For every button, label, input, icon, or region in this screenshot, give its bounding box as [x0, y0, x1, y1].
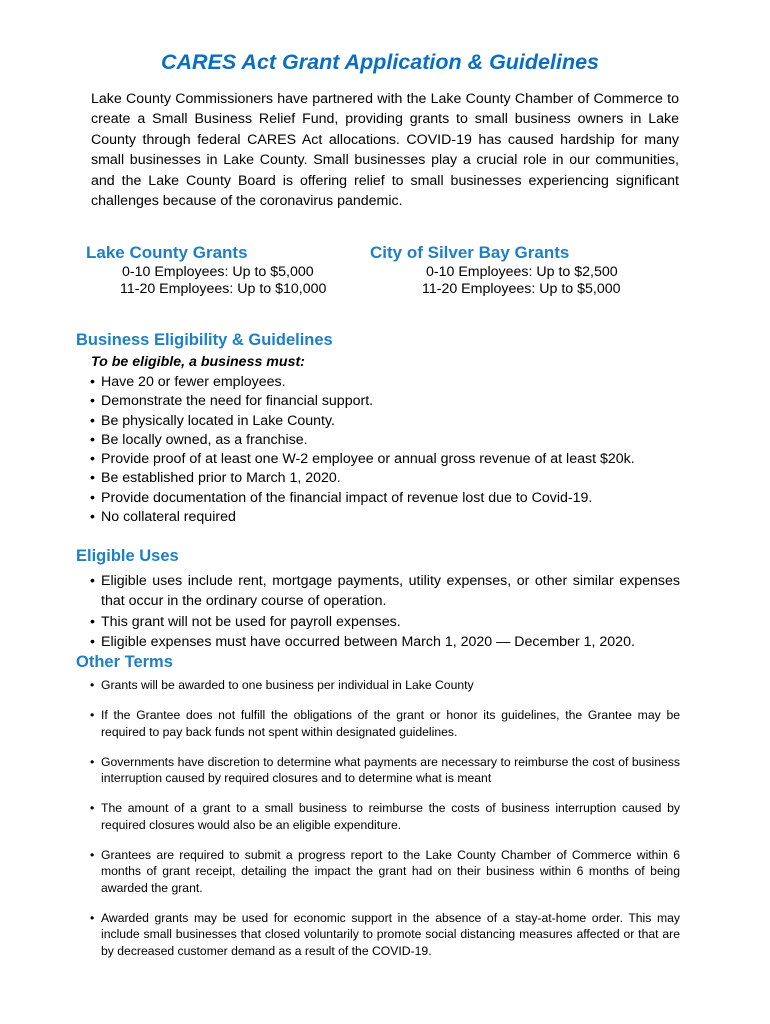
eligible-uses-heading: Eligible Uses [76, 547, 179, 565]
silver-bay-grant-tier-1: 0-10 Employees: Up to $2,500 [426, 264, 618, 280]
lake-county-grant-tier-2: 11-20 Employees: Up to $10,000 [120, 281, 327, 297]
page-title: CARES Act Grant Application & Guidelines [160, 50, 599, 74]
eligibility-list [90, 373, 690, 527]
eligibility-subheading: To be eligible, a business must: [91, 354, 305, 370]
lake-county-grants [86, 242, 326, 298]
list-item: • Be locally owned, as a franchise. [90, 431, 690, 450]
list-item: • Eligible uses include rent, mortgage payments, utility expenses, or other similar expenses that occur in the ordinary course of operation. [90, 571, 680, 612]
list-item: • If the Grantee does not fulfill the obligations of the grant or honor its guidelines, the Grantee may be required to pay back funds not spent within designated guidelines. [90, 707, 680, 740]
list-item: • Be physically located in Lake County. [90, 412, 690, 431]
intro-paragraph: Lake County Commissioners have partnered with the Lake County Chamber of Commerce to create a Small Business Relief Fund, providing grants to small business owners in Lake County through federal CARES Act allocations. COVID-19 has caused hardship for many small businesses in Lake County. Small businesses play a crucial role in our communities, and the Lake County Board is offering relief to small businesses experiencing significant challenges because of the coronavirus pandemic. [91, 91, 679, 210]
silver-bay-grants-heading: City of Silver Bay Grants [370, 243, 570, 262]
list-item: • Demonstrate the need for financial support. [90, 392, 690, 411]
list-item: • Be established prior to March 1, 2020. [90, 469, 690, 488]
list-item: • Grantees are required to submit a progress report to the Lake County Chamber of Commerce within 6 months of grant receipt, detailing the impact the grant had on their business within 6 months of being awarded the grant. [90, 847, 680, 896]
list-item: • Provide proof of at least one W-2 employee or annual gross revenue of at least $20k. [90, 450, 690, 469]
list-item: • Governments have discretion to determine what payments are necessary to reimburse the cost of business interruption caused by required closures and to determine what is meant [90, 754, 680, 787]
list-item: • Have 20 or fewer employees. [90, 373, 690, 392]
list-item: • This grant will not be used for payroll expenses. [90, 612, 680, 632]
list-item: • Provide documentation of the financial impact of revenue lost due to Covid-19. [90, 489, 690, 508]
silver-bay-grant-tier-2: 11-20 Employees: Up to $5,000 [422, 281, 621, 297]
other-terms-list [90, 677, 680, 973]
eligibility-heading: Business Eligibility & Guidelines [76, 331, 333, 349]
list-item: • Awarded grants may be used for economic support in the absence of a stay-at-home order. This may include small businesses that closed voluntarily to promote social distancing measures affected or that are by decreased customer demand as a result of the COVID-19. [90, 910, 680, 959]
list-item: • The amount of a grant to a small business to reimburse the costs of business interruption caused by required closures would also be an eligible expenditure. [90, 800, 680, 833]
lake-county-grant-tier-1: 0-10 Employees: Up to $5,000 [122, 264, 314, 280]
eligible-uses-list [90, 571, 680, 652]
other-terms-heading: Other Terms [76, 653, 173, 671]
lake-county-grants-heading: Lake County Grants [86, 243, 248, 262]
list-item: • Grants will be awarded to one business per individual in Lake County [90, 677, 680, 693]
list-item: • Eligible expenses must have occurred between March 1, 2020 — December 1, 2020. [90, 632, 680, 652]
silver-bay-grants [370, 242, 621, 298]
list-item: • No collateral required [90, 508, 690, 527]
